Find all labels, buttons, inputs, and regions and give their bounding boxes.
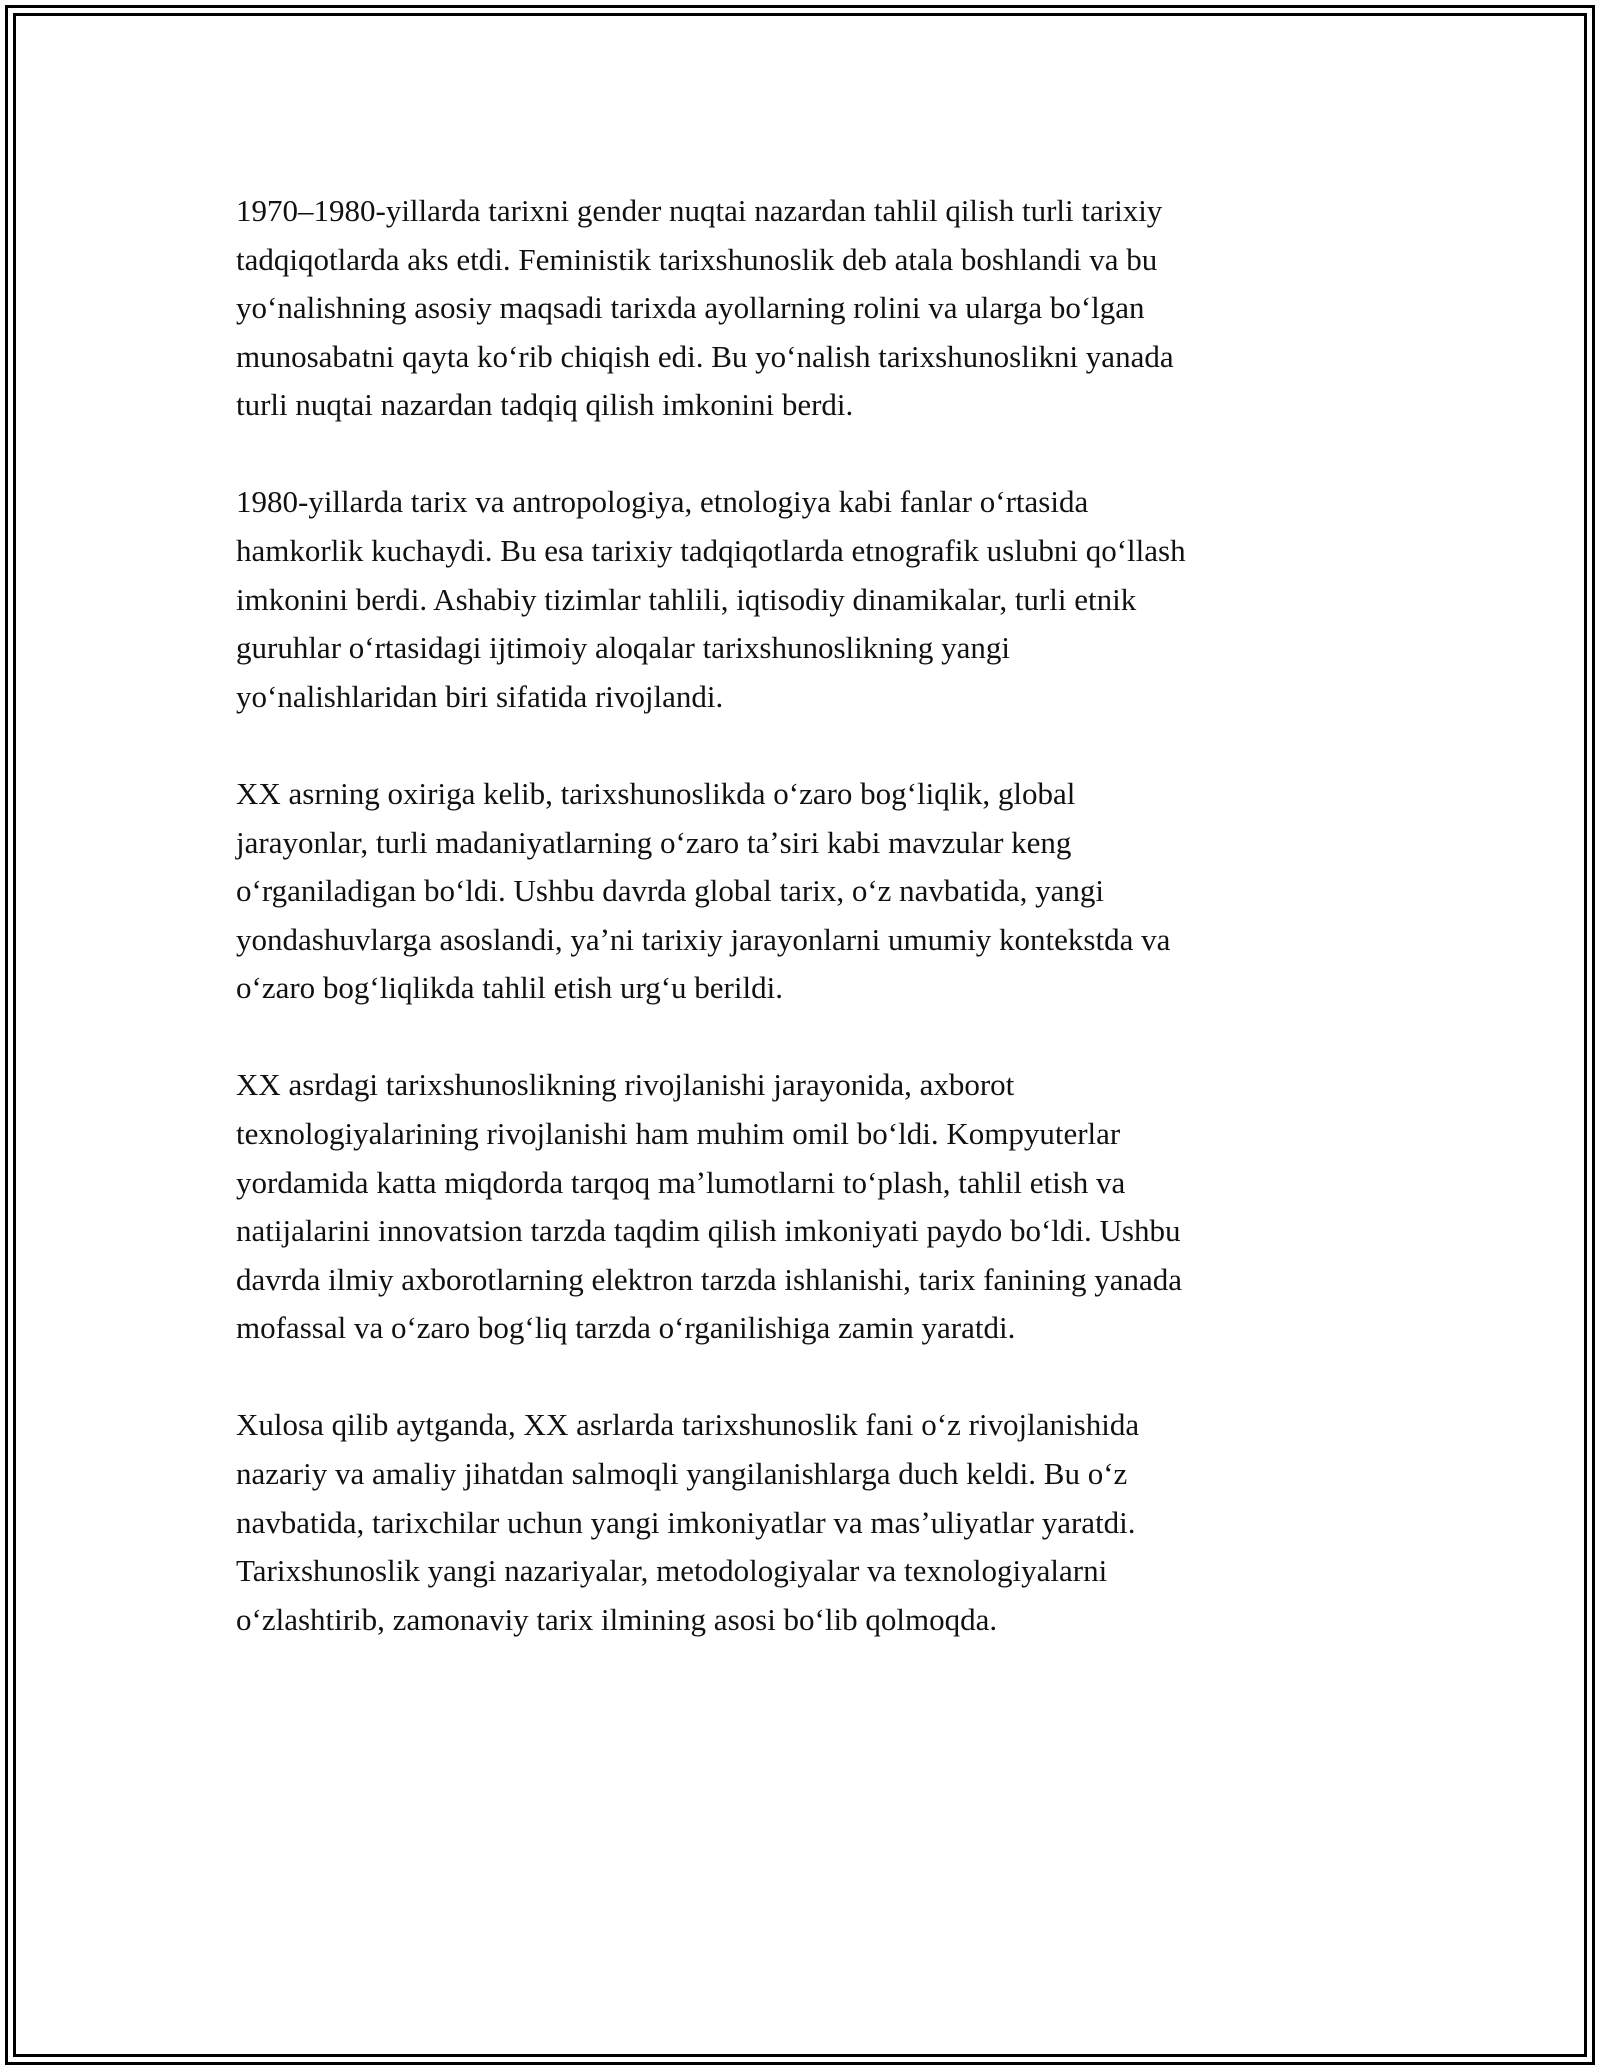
text-line: davrda ilmiy axborotlarning elektron tarzda ishlanishi, tarix fanining yanada	[236, 1261, 1183, 1297]
text-line: turli nuqtai nazardan tadqiq qilish imkonini berdi.	[236, 387, 854, 423]
paragraph-5	[236, 1401, 1376, 1644]
paragraph-4	[236, 1061, 1376, 1353]
paragraph-1	[236, 187, 1376, 430]
text-line: yoʻnalishlaridan biri sifatida rivojlandi.	[236, 678, 724, 714]
text-line: natijalarini innovatsion tarzda taqdim qilish imkoniyati paydo boʻldi. Ushbu	[236, 1213, 1181, 1249]
text-line: yordamida katta miqdorda tarqoq maʼlumotlarni toʻplash, tahlil etish va	[236, 1164, 1126, 1200]
text-line: oʻzlashtirib, zamonaviy tarix ilmining asosi boʻlib qolmoqda.	[236, 1601, 998, 1637]
text-line: oʻrganiladigan boʻldi. Ushbu davrda global tarix, oʻz navbatida, yangi	[236, 873, 1105, 909]
text-line: Tarixshunoslik yangi nazariyalar, metodologiyalar va texnologiyalarni	[236, 1553, 1108, 1589]
text-line: XX asrdagi tarixshunoslikning rivojlanishi jarayonida, axborot	[236, 1067, 1015, 1103]
document-body	[236, 187, 1376, 1693]
paragraph-3	[236, 770, 1376, 1013]
text-line: guruhlar oʻrtasidagi ijtimoiy aloqalar tarixshunoslikning yangi	[236, 630, 1010, 666]
text-line: yoʻnalishning asosiy maqsadi tarixda ayollarning rolini va ularga boʻlgan	[236, 290, 1145, 326]
text-line: 1980-yillarda tarix va antropologiya, etnologiya kabi fanlar oʻrtasida	[236, 484, 1089, 520]
text-line: Xulosa qilib aytganda, XX asrlarda tarixshunoslik fani oʻz rivojlanishida	[236, 1407, 1140, 1443]
text-line: yondashuvlarga asoslandi, yaʼni tarixiy jarayonlarni umumiy kontekstda va	[236, 921, 1171, 957]
text-line: munosabatni qayta koʻrib chiqish edi. Bu yoʻnalish tarixshunoslikni yanada	[236, 338, 1174, 374]
text-line: XX asrning oxiriga kelib, tarixshunoslikda oʻzaro bogʻliqlik, global	[236, 775, 1076, 811]
text-line: imkonini berdi. Ashabiy tizimlar tahlili, iqtisodiy dinamikalar, turli etnik	[236, 581, 1137, 617]
text-line: mofassal va oʻzaro bogʻliq tarzda oʻrganilishiga zamin yaratdi.	[236, 1310, 1016, 1346]
text-line: oʻzaro bogʻliqlikda tahlil etish urgʻu berildi.	[236, 970, 783, 1006]
text-line: tadqiqotlarda aks etdi. Feministik tarixshunoslik deb atala boshlandi va bu	[236, 241, 1158, 277]
text-line: nazariy va amaliy jihatdan salmoqli yangilanishlarga duch keldi. Bu oʻz	[236, 1456, 1128, 1492]
paragraph-2	[236, 478, 1376, 721]
text-line: jarayonlar, turli madaniyatlarning oʻzaro taʼsiri kabi mavzular keng	[236, 824, 1072, 860]
text-line: hamkorlik kuchaydi. Bu esa tarixiy tadqiqotlarda etnografik uslubni qoʻllash	[236, 533, 1186, 569]
text-line: texnologiyalarining rivojlanishi ham muhim omil boʻldi. Kompyuterlar	[236, 1116, 1121, 1151]
text-line: navbatida, tarixchilar uchun yangi imkoniyatlar va masʼuliyatlar yaratdi.	[236, 1504, 1136, 1540]
text-line: 1970–1980-yillarda tarixni gender nuqtai nazardan tahlil qilish turli tarixiy	[236, 193, 1163, 228]
